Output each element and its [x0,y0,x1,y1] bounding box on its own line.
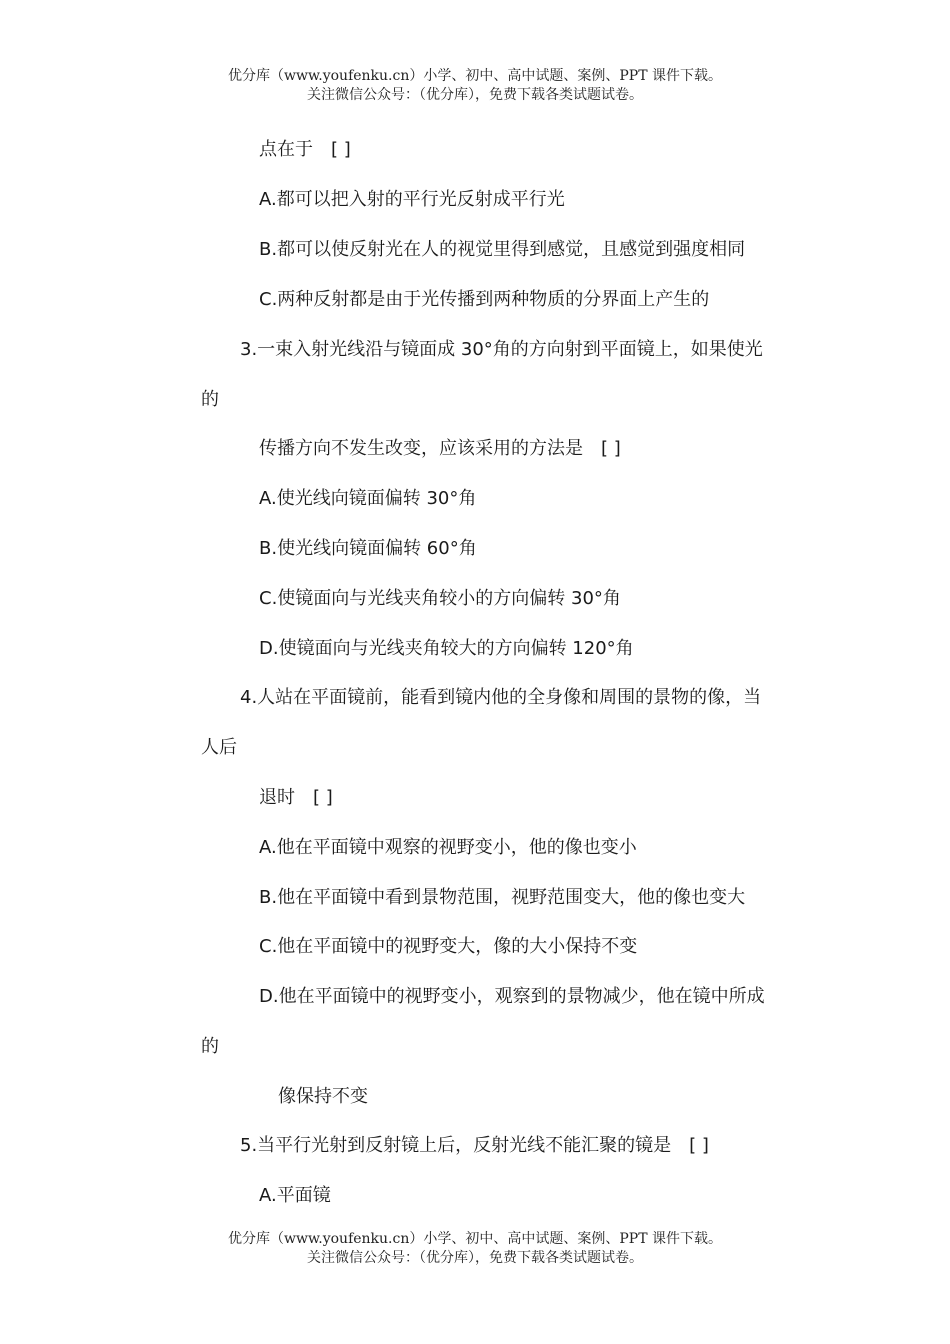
q4-option-a: A.他在平面镜中观察的视野变小，他的像也变小 [259,837,637,858]
q3-option-d: D.使镜面向与光线夹角较大的方向偏转 120°角 [259,638,634,659]
q2-option-a: A.都可以把入射的平行光反射成平行光 [259,189,565,210]
q4-option-d-line-1: D.他在平面镜中的视野变小，观察到的景物减少，他在镜中所成 [259,986,765,1007]
q4-stem-line-3: 退时 [ ] [259,787,333,808]
q4-stem-line-2: 人后 [201,737,237,758]
footer-line-1: 优分库（www.youfenku.cn）小学、初中、高中试题、案例、PPT 课件下载。 [227,1231,722,1247]
footer-line-2: 关注微信公众号：（优分库），免费下载各类试题试卷。 [307,1250,643,1266]
q4-option-d-line-2: 的 [201,1036,219,1057]
q3-stem-line-3: 传播方向不发生改变，应该采用的方法是 [ ] [259,438,621,459]
q3-stem-line-1: 3.一束入射光线沿与镜面成 30°角的方向射到平面镜上，如果使光 [240,339,763,360]
q3-option-b: B.使光线向镜面偏转 60°角 [259,538,477,559]
q3-option-a: A.使光线向镜面偏转 30°角 [259,488,477,509]
q3-stem-line-2: 的 [201,389,219,410]
q4-stem-line-1: 4.人站在平面镜前，能看到镜内他的全身像和周围的景物的像，当 [240,687,762,708]
q4-option-b: B.他在平面镜中看到景物范围，视野范围变大，他的像也变大 [259,887,746,908]
q3-option-c: C.使镜面向与光线夹角较小的方向偏转 30°角 [259,588,621,609]
q2-option-b: B.都可以使反射光在人的视觉里得到感觉，且感觉到强度相同 [259,239,746,260]
q5-stem: 5.当平行光射到反射镜上后，反射光线不能汇聚的镜是 [ ] [240,1135,709,1156]
q4-option-d-line-3: 像保持不变 [278,1086,368,1107]
q2-option-c: C.两种反射都是由于光传播到两种物质的分界面上产生的 [259,289,710,310]
q4-option-c: C.他在平面镜中的视野变大，像的大小保持不变 [259,936,638,957]
header-line-1: 优分库（www.youfenku.cn）小学、初中、高中试题、案例、PPT 课件下载。 [227,68,722,84]
q2-stem-continued: 点在于 [ ] [259,139,351,160]
header-line-2: 关注微信公众号：（优分库），免费下载各类试题试卷。 [307,87,643,103]
q5-option-a: A.平面镜 [259,1185,331,1206]
